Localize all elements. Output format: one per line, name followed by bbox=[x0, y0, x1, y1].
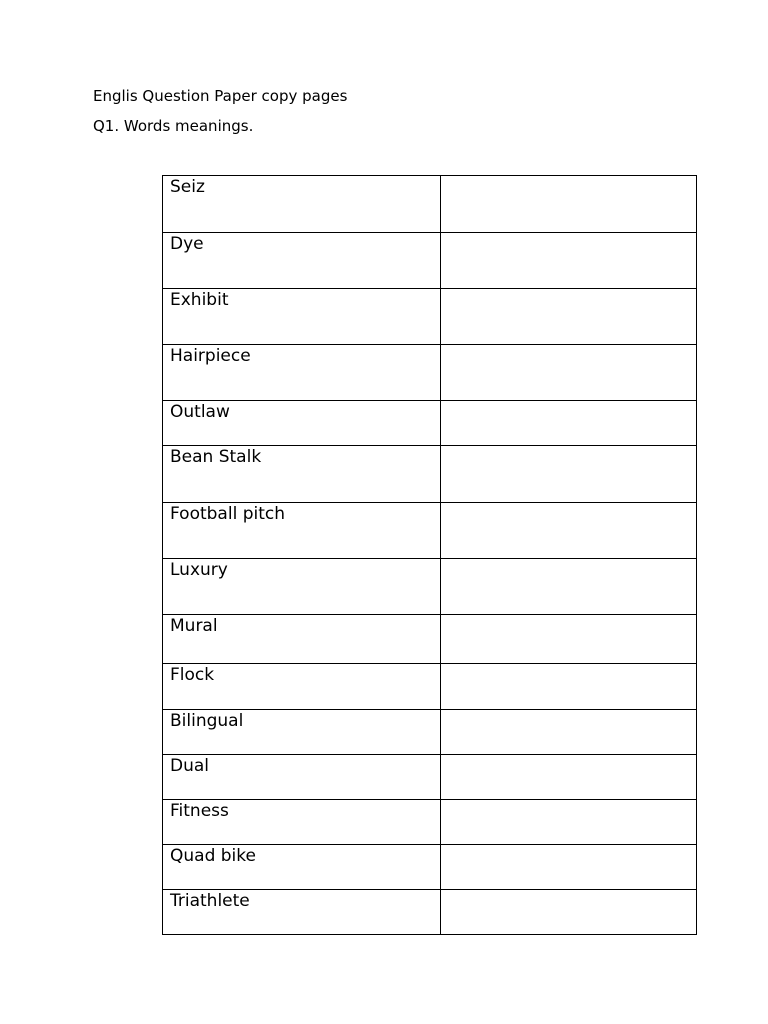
word-cell: Exhibit bbox=[163, 289, 441, 345]
meaning-cell[interactable] bbox=[441, 559, 697, 615]
table-row bbox=[163, 710, 697, 755]
word-cell: Seiz bbox=[163, 176, 441, 233]
document-title: Englis Question Paper copy pages bbox=[93, 87, 348, 105]
meaning-cell[interactable] bbox=[441, 890, 697, 935]
word-cell: Dye bbox=[163, 233, 441, 289]
table-row bbox=[163, 233, 697, 289]
table-row bbox=[163, 401, 697, 446]
word-cell: Hairpiece bbox=[163, 345, 441, 401]
meaning-cell[interactable] bbox=[441, 710, 697, 755]
table-row bbox=[163, 446, 697, 503]
word-cell: Flock bbox=[163, 664, 441, 710]
table-row bbox=[163, 890, 697, 935]
table-row bbox=[163, 289, 697, 345]
word-cell: Bilingual bbox=[163, 710, 441, 755]
meaning-cell[interactable] bbox=[441, 800, 697, 845]
word-cell: Luxury bbox=[163, 559, 441, 615]
meaning-cell[interactable] bbox=[441, 755, 697, 800]
table-row bbox=[163, 559, 697, 615]
table-row bbox=[163, 664, 697, 710]
meaning-cell[interactable] bbox=[441, 233, 697, 289]
word-cell: Triathlete bbox=[163, 890, 441, 935]
meaning-cell[interactable] bbox=[441, 503, 697, 559]
meaning-cell[interactable] bbox=[441, 289, 697, 345]
word-cell: Mural bbox=[163, 615, 441, 664]
table-row bbox=[163, 176, 697, 233]
table-row bbox=[163, 345, 697, 401]
table-row bbox=[163, 845, 697, 890]
word-cell: Outlaw bbox=[163, 401, 441, 446]
word-cell: Football pitch bbox=[163, 503, 441, 559]
meaning-cell[interactable] bbox=[441, 615, 697, 664]
table-row bbox=[163, 755, 697, 800]
meaning-cell[interactable] bbox=[441, 176, 697, 233]
table-row bbox=[163, 800, 697, 845]
word-cell: Dual bbox=[163, 755, 441, 800]
table-row bbox=[163, 615, 697, 664]
question-heading: Q1. Words meanings. bbox=[93, 117, 254, 135]
meaning-cell[interactable] bbox=[441, 345, 697, 401]
word-meanings-table bbox=[162, 175, 697, 935]
meaning-cell[interactable] bbox=[441, 446, 697, 503]
table-row bbox=[163, 503, 697, 559]
word-cell: Bean Stalk bbox=[163, 446, 441, 503]
meaning-cell[interactable] bbox=[441, 845, 697, 890]
word-cell: Fitness bbox=[163, 800, 441, 845]
meaning-cell[interactable] bbox=[441, 664, 697, 710]
word-cell: Quad bike bbox=[163, 845, 441, 890]
meaning-cell[interactable] bbox=[441, 401, 697, 446]
